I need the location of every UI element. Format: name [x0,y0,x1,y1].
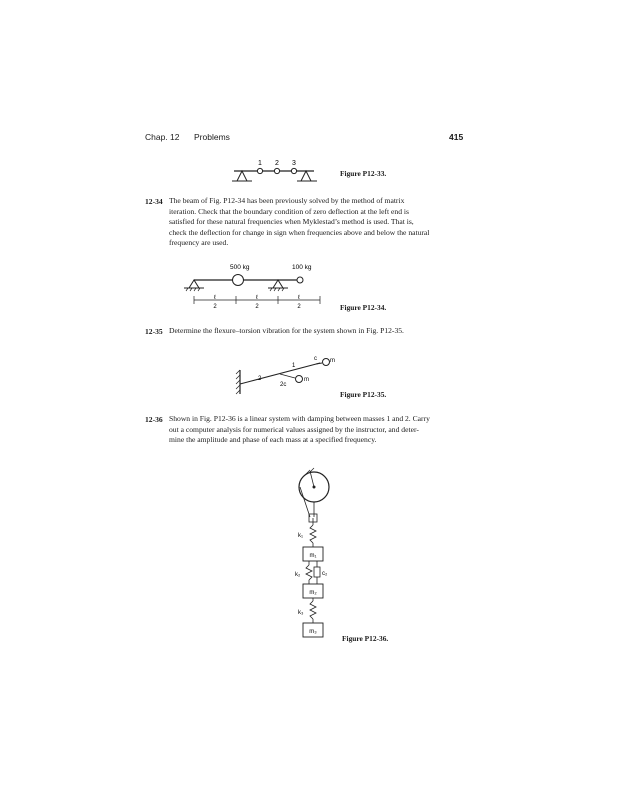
m2-label: m₂ [309,590,317,596]
text-line: frequency are used. [169,238,229,248]
span-label-num: ℓ [256,295,258,301]
mass-top [323,359,330,366]
text-line: out a computer analysis for numerical values assigned by the instructor, and deter- [169,424,419,434]
spring-k1 [310,525,316,543]
figure-p12-33-caption: Figure P12-33. [340,169,387,178]
span-label-den: 2 [213,304,217,310]
figure-p12-33-diagram [220,155,340,185]
text-line: iteration. Check that the boundary condition of zero deflection at the left end is [169,206,409,216]
label-1: 1 [292,363,296,369]
left-support [189,280,199,288]
section-label: Problems [194,132,230,142]
problem-12-35-text [169,326,475,337]
damper-c2 [314,567,320,577]
label-m: m [304,377,309,383]
label-2: 2 [258,376,262,382]
middle-support [273,280,283,288]
label-c: c [314,356,317,362]
mass-1 [257,168,262,173]
figure-p12-34-diagram [180,258,340,313]
c2-label: c₂ [322,571,328,577]
text-line: mine the amplitude and phase of each mass at a specified frequency. [169,435,377,445]
figure-p12-36-caption: Figure P12-36. [342,634,389,643]
m1-label: m₁ [309,553,317,559]
text-line: The beam of Fig. P12-34 has been previously solved by the method of matrix [169,196,405,205]
problem-12-34-number: 12-34 [145,197,163,206]
text-line: check the deflection for change in sign when frequencies above and below the natural [169,227,430,237]
label-m: m [330,358,335,364]
spring-k2 [306,565,312,580]
k3-label: k₃ [298,610,304,616]
problem-12-36-text [169,414,475,446]
problem-12-35-number: 12-35 [145,327,163,336]
m3-label: m₃ [309,629,317,635]
arm-2c [280,374,295,378]
mass-500kg [233,275,244,286]
mass-100kg [297,277,303,283]
text-line: Shown in Fig. P12-36 is a linear system with damping between masses 1 and 2. Carry [169,414,430,423]
problem-12-36-number: 12-36 [145,415,163,424]
span-label-den: 2 [297,304,301,310]
label-2c: 2c [280,382,287,388]
mass-2 [274,168,279,173]
span-label-num: ℓ [214,295,216,301]
k2-label: k₂ [295,572,301,578]
mass-bottom [296,376,303,383]
figure-p12-35-diagram [230,348,340,398]
figure-p12-34-caption: Figure P12-34. [340,303,387,312]
figure-p12-35-caption: Figure P12-35. [340,390,387,399]
mass2-label: 100 kg [292,264,312,271]
right-support [301,171,311,181]
chapter-label: Chap. 12 [145,132,180,142]
label-1: 1 [258,160,262,167]
left-support [237,171,247,181]
span-label-num: ℓ [298,295,300,301]
figure-p12-36-diagram [280,465,350,650]
mass1-label: 500 kg [230,264,250,271]
problem-12-34-text [169,196,475,249]
text-line: satisfied for these natural frequencies when Myklestad’s method is used. That is, [169,217,414,227]
text-line: Determine the flexure–torsion vibration for the system shown in Fig. P12-35. [169,326,404,335]
spring-k3 [310,601,316,619]
label-2: 2 [275,160,279,167]
arm-c [316,363,322,364]
page-number: 415 [449,132,464,142]
label-3: 3 [292,160,296,167]
k1-label: k₁ [298,533,304,539]
mass-3 [291,168,296,173]
span-label-den: 2 [255,304,259,310]
